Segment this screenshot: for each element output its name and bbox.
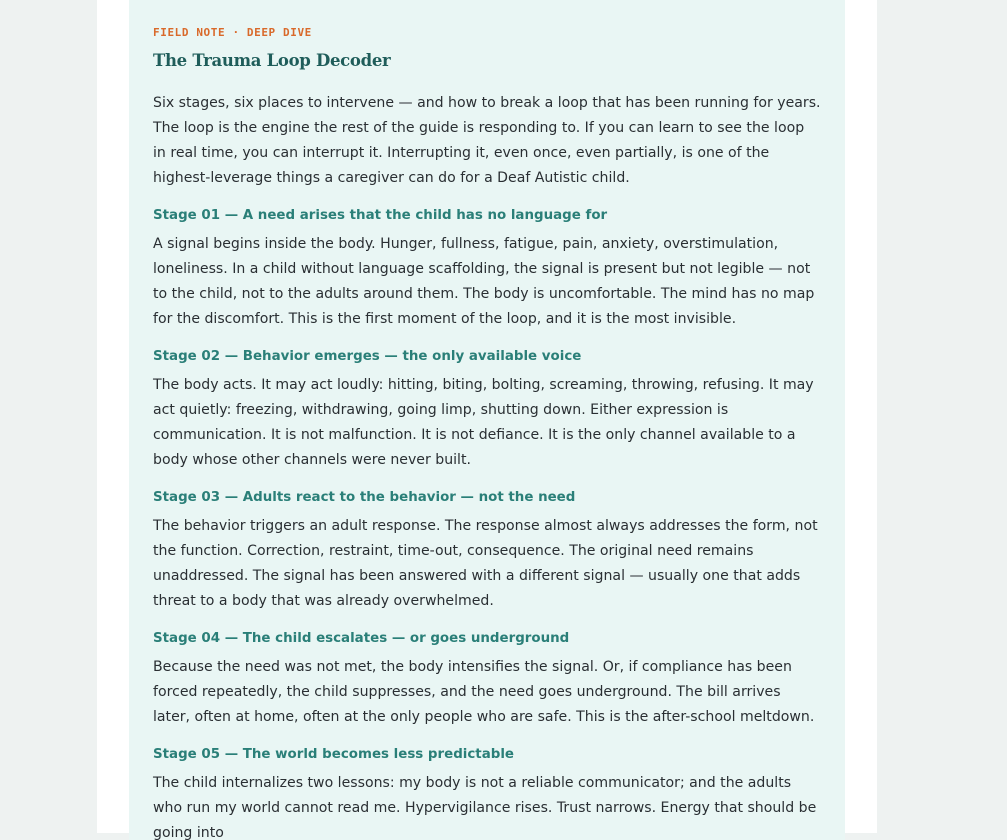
page-column (97, 0, 877, 840)
stage-heading: Stage 05 — The world becomes less predictable (153, 747, 515, 762)
stage-heading: Stage 02 — Behavior emerges — the only available voice (153, 349, 582, 364)
note-intro: Six stages, six places to intervene — and how to break a loop that has been running for years. The loop is the engine the rest of the guide is responding to. If you can learn to see the loop in real time, you can interrupt it. Interrupting it, even once, even partially, is one of the highest-leverage things a caregiver can do for a Deaf Autistic child. (153, 95, 821, 186)
stage-body: Because the need was not met, the body intensifies the signal. Or, if compliance has been forced repeatedly, the child suppresses, and the need goes underground. The bill arrives later, often at home, often at the only people who are safe. This is the after-school meltdown. (153, 659, 815, 725)
stage-body: The body acts. It may act loudly: hitting, biting, bolting, screaming, throwing, refusing. It may act quietly: freezing, withdrawing, going limp, shutting down. Either expression is communication. It is not malfunction. It is not defiance. It is the only channel available to a body whose other channels were never built. (153, 377, 814, 468)
stage-heading: Stage 01 — A need arises that the child has no language for (153, 208, 608, 223)
stage-heading: Stage 03 — Adults react to the behavior — not the need (153, 490, 576, 505)
note-title: The Trauma Loop Decoder (153, 51, 391, 70)
stage-body: The behavior triggers an adult response. The response almost always addresses the form, not the function. Correction, restraint, time-out, consequence. The original need remains unaddressed. The signal has been answered with a different signal — usually one that adds threat to a body that was already overwhelmed. (153, 518, 818, 609)
stage-heading: Stage 04 — The child escalates — or goes underground (153, 631, 570, 646)
field-note-callout (129, 0, 845, 840)
stage-body: The child internalizes two lessons: my body is not a reliable communicator; and the adults who run my world cannot read me. Hypervigilance rises. Trust narrows. Energy that should be going into (153, 775, 817, 840)
stage-body: A signal begins inside the body. Hunger, fullness, fatigue, pain, anxiety, overstimulation, loneliness. In a child without language scaffolding, the signal is present but not legible — not to the child, not to the adults around them. The body is uncomfortable. The mind has no map for the discomfort. This is the first moment of the loop, and it is the most invisible. (153, 236, 815, 327)
note-eyebrow: FIELD NOTE · DEEP DIVE (153, 26, 312, 39)
